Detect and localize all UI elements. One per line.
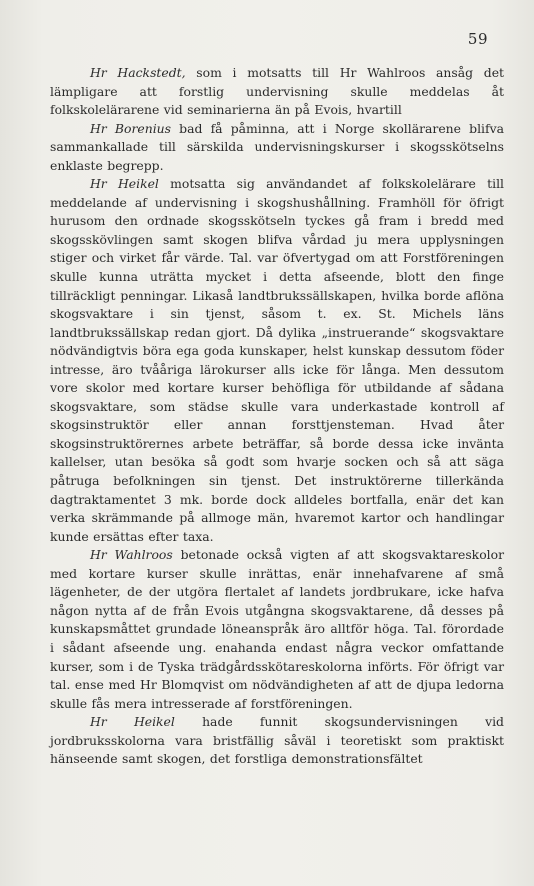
page-number: 59 (467, 30, 488, 48)
paragraph-borenius (50, 120, 504, 176)
paragraph-heikel-2 (50, 713, 504, 769)
speaker-name: Hr Borenius (90, 120, 171, 136)
paragraph-hackstedt (50, 64, 504, 120)
paragraph-text: hade funnit skogsundervisningen vid jordbruksskolorna vara bristfällig såväl i teoretiskt som praktiskt hänseende samt skogen, det forstliga demonstrationsfältet (50, 714, 504, 767)
paragraph-text: bad få påminna, att i Norge skollärarene blifva sammankallade till särskilda undervisningskurser i skogsskötselns enklaste begrepp. (50, 120, 504, 173)
paragraph-heikel-1 (50, 175, 504, 546)
speaker-name: Hr Heikel (90, 176, 159, 192)
speaker-name: Hr Hackstedt, (90, 65, 186, 80)
text-body (50, 64, 504, 769)
paragraph-wahlroos (50, 546, 504, 713)
speaker-name: Hr Heikel (90, 714, 175, 730)
speaker-name: Hr Wahlroos (90, 547, 173, 563)
paragraph-text: som i motsatts till Hr Wahlroos ansåg det lämpligare att forstlig undervisning skulle meddelas åt folkskolelärarene vid seminarierna än på Evois, hvartill (50, 65, 505, 118)
paragraph-text: motsatta sig användandet af folkskolelärare till meddelande af undervisning i skogshushållning. Framhöll för öfrigt hurusom den ordnade skogsskötseln tyckes gå fram i bredd med skogsskövlingen samt skogen blifva vårdad ju mera upplysningen stiger och virket får värde. Tal. var öfvertygad om att Forstföreningen skulle kunna uträtta mycket i detta afseende, blott den finge tillräckligt penningar. Likaså landtbrukssällskapen, hvilka borde aflöna skogsvaktare i sin tjenst, såsom t. ex. St. Michels läns landtbrukssällskap redan gjort. Då dylika „instruerande“ skogsvaktare nödvändigtvis böra ega goda kunskaper, helst kunskap dessutom föder intresse, äro tvååriga lärokurser alls icke för långa. Men dessutom vore skolor med kortare kurser behöfliga för utbildande af sådana skogsvaktare, som städse skulle vara underkastade kontroll af skogsinstruktör eller annan forsttjensteman. Hvad åter skogsinstruktörernes arbete beträffar, så borde dessa icke invänta kallelser, utan besöka så godt som hvarje socken och så att säga påtruga befolkningen sin tjenst. Det instruktörerne tillerkända dagtraktamentet 3 mk. borde dock alldeles bortfalla, enär det kan verka skrämmande på allmoge män, hvaremot kartor och handlingar kunde ersättas efter taxa. (50, 176, 504, 544)
paragraph-text: betonade också vigten af att skogsvaktareskolor med kortare kurser skulle inrättas, enär innehafvarene af små lägenheter, de der utgöra flertalet af landets jordbrukare, icke hafva någon nytta af de från Evois utgångna skogsvaktarene, då desses på kunskapsmåttet grundade löneanspråk äro alltför höga. Tal. förordade i sådant afseende ung. enahanda endast några veckor omfattande kurser, som i de Tyska trädgårdsskötareskolorna införts. För öfrigt var tal. ense med Hr Blomqvist om nödvändigheten af att de djupa ledorna skulle fås mera intresserade af forstföreningen. (50, 547, 504, 711)
